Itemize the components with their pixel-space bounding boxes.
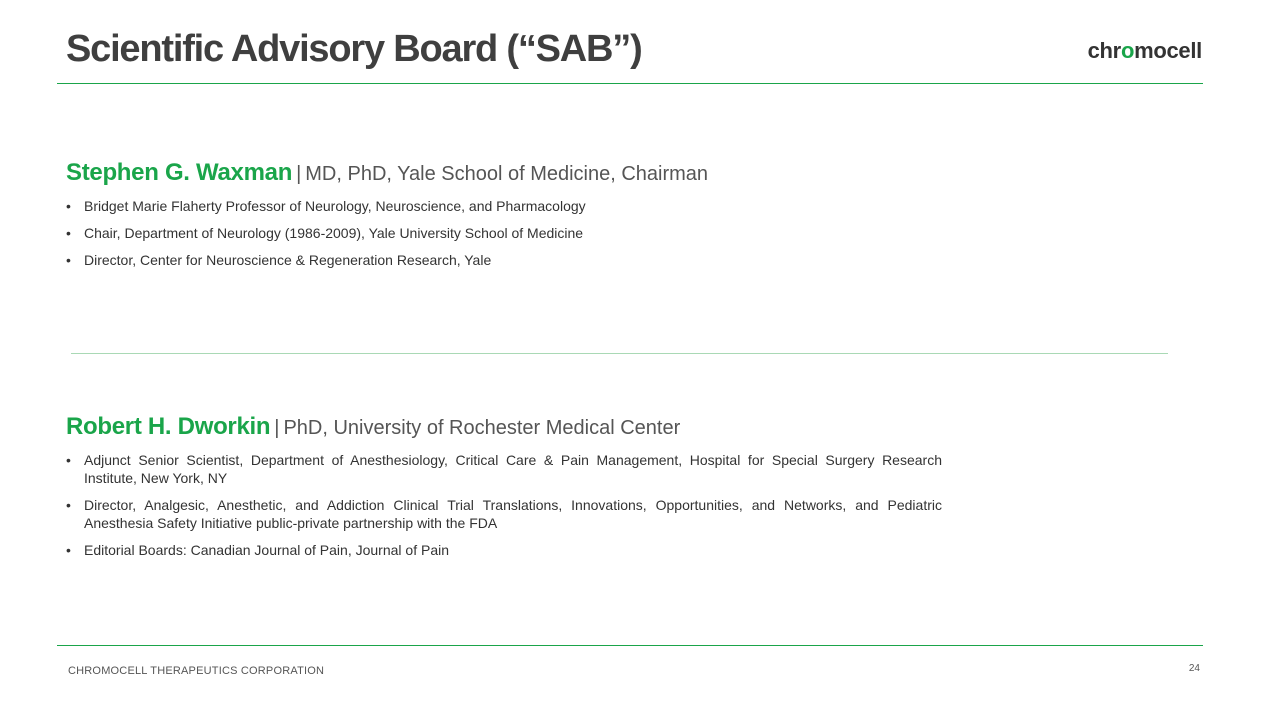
section-divider — [71, 353, 1168, 354]
heading-separator: | — [274, 417, 280, 439]
member-credentials: MD, PhD, Yale School of Medicine, Chairman — [305, 163, 709, 185]
bullet-item: • Chair, Department of Neurology (1986-2009), Yale University School of Medicine — [66, 224, 942, 242]
member-name: Robert H. Dworkin — [66, 413, 271, 440]
page-number: 24 — [1188, 663, 1200, 674]
footer-company-name: CHROMOCELL THERAPEUTICS CORPORATION — [68, 665, 325, 677]
chromocell-logo — [1088, 38, 1202, 64]
bullet-item: • Adjunct Senior Scientist, Department of Anesthesiology, Critical Care & Pain Management, Hospital for Special Surgery Research Institute, New York, NY — [66, 451, 942, 487]
logo-text-accent: o — [1120, 38, 1135, 63]
member-heading — [66, 157, 942, 192]
sab-member-dworkin — [66, 411, 942, 568]
bullet-item: • Editorial Boards: Canadian Journal of Pain, Journal of Pain — [66, 541, 942, 559]
sab-member-waxman — [66, 157, 942, 278]
footer-divider — [57, 645, 1203, 646]
bullet-item: • Director, Analgesic, Anesthetic, and Addiction Clinical Trial Translations, Innovations, Opportunities, and Networks, and Pediatric Anesthesia Safety Initiative public-private partnership with the FDA — [66, 496, 942, 532]
member-heading — [66, 411, 942, 446]
logo-text-suffix: mocell — [1134, 38, 1202, 63]
member-bullet-list — [66, 197, 942, 269]
title-divider — [57, 83, 1203, 84]
bullet-item: • Director, Center for Neuroscience & Regeneration Research, Yale — [66, 251, 942, 269]
member-credentials: PhD, University of Rochester Medical Center — [283, 417, 681, 439]
bullet-item: • Bridget Marie Flaherty Professor of Neurology, Neuroscience, and Pharmacology — [66, 197, 942, 215]
logo-text-prefix: chr — [1087, 38, 1121, 63]
member-bullet-list — [66, 451, 942, 559]
slide-title: Scientific Advisory Board (“SAB”) — [66, 28, 642, 70]
heading-separator: | — [296, 163, 302, 185]
member-name: Stephen G. Waxman — [66, 159, 293, 186]
